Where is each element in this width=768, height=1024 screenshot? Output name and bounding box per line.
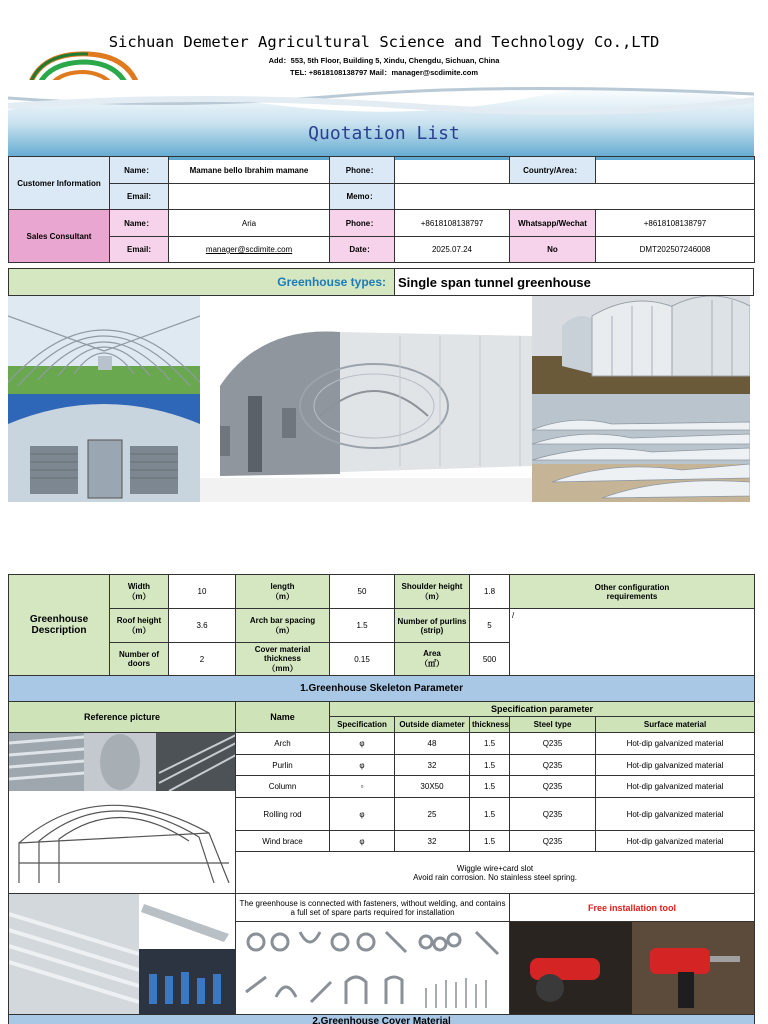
greenhouse-type-row (8, 268, 754, 296)
col-thickness: thickness (470, 717, 510, 733)
shoulder-height-label: Shoulder height （m） (395, 575, 470, 609)
col-steel-type: Steel type (510, 717, 596, 733)
quote-no-label: No (510, 237, 596, 263)
date-label: Date： (330, 237, 395, 263)
col-outside-diameter: Outside diameter (395, 717, 470, 733)
skeleton-row-steel: Q235 (510, 798, 596, 831)
col-specification: Specification (330, 717, 395, 733)
customer-phone-value (395, 157, 510, 184)
length-label: length （m） (236, 575, 330, 609)
wiggle-wire-photo (9, 894, 236, 1014)
customer-memo-label: Memo： (330, 184, 395, 210)
shoulder-height-value: 1.8 (470, 575, 510, 609)
skeleton-row-surface: Hot-dip galvanized material (596, 776, 755, 798)
wiggle-wire-line1: Wiggle wire+card slot (456, 863, 534, 873)
quote-no-value: DMT202507246008 (596, 237, 755, 263)
skeleton-row-od: 48 (395, 733, 470, 755)
customer-email-value (169, 184, 330, 210)
power-tools-photo (510, 922, 755, 1014)
arch-spacing-value: 1.5 (330, 609, 395, 643)
skeleton-parameter-table (8, 675, 755, 1024)
skeleton-row-spec: φ (330, 755, 395, 776)
skeleton-row-name: Rolling rod (236, 798, 330, 831)
tunnel-interior-photo (8, 296, 200, 394)
customer-info-label: Customer Information (9, 157, 110, 210)
date-value: 2025.07.24 (395, 237, 510, 263)
sales-name-label: Name： (110, 210, 169, 237)
customer-country-label: Country/Area： (510, 157, 596, 184)
sales-whatsapp-label: Whatsapp/Wechat (510, 210, 596, 237)
skeleton-section-title: 1.Greenhouse Skeleton Parameter (9, 676, 755, 702)
skeleton-row-od: 25 (395, 798, 470, 831)
cover-material-section-title: 2.Greenhouse Cover Material (9, 1015, 755, 1024)
greenhouse-description-table (8, 574, 755, 676)
sales-email-link[interactable]: manager@scdimite.com (169, 237, 330, 263)
letterhead (0, 0, 768, 160)
tools-photo-cell (510, 922, 755, 1015)
customer-name-value: Mamane bello Ibrahim mamane (169, 157, 330, 184)
skeleton-row-steel: Q235 (510, 733, 596, 755)
company-address: Add：553, 5th Floor, Building 5, Xindu, Chengdu, Sichuan, China (268, 56, 500, 65)
skeleton-row-spec: ▫ (330, 776, 395, 798)
skeleton-row-name: Column (236, 776, 330, 798)
fastener-note: The greenhouse is connected with fasteners, without welding, and contains a full set of spare parts required for installation (236, 894, 510, 922)
greenhouse-exterior-photo (532, 296, 750, 394)
skeleton-row-surface: Hot-dip galvanized material (596, 755, 755, 776)
header-wave-banner (8, 80, 754, 160)
customer-memo-value (395, 184, 755, 210)
skeleton-row-surface: Hot-dip galvanized material (596, 798, 755, 831)
greenhouse-type-label: Greenhouse types: (9, 269, 395, 295)
sales-email-label: Email: (110, 237, 169, 263)
cover-thickness-label: Cover material thickness （mm） (236, 643, 330, 676)
skeleton-row-spec: φ (330, 798, 395, 831)
reference-picture-header: Reference picture (9, 702, 236, 733)
customer-phone-label: Phone： (330, 157, 395, 184)
contact-info-table (8, 156, 755, 263)
sales-whatsapp-value: +8618108138797 (596, 210, 755, 237)
steel-pipe-photo (9, 733, 236, 893)
arch-spacing-label: Arch bar spacing （m） (236, 609, 330, 643)
quotation-title: Quotation List (308, 123, 460, 144)
sales-phone-label: Phone： (330, 210, 395, 237)
fasteners-photo (236, 922, 508, 1014)
skeleton-row-thickness: 1.5 (470, 776, 510, 798)
company-contact: TEL: +8618108138797 Mail：manager@scdimite.com (289, 68, 479, 77)
skeleton-row-steel: Q235 (510, 755, 596, 776)
customer-email-label: Email: (110, 184, 169, 210)
purlins-label: Number of purlins (strip) (395, 609, 470, 643)
skeleton-row-od: 30X50 (395, 776, 470, 798)
greenhouse-render-photo (200, 296, 532, 502)
free-installation-tool: Free installation tool (510, 894, 755, 922)
purlins-value: 5 (470, 609, 510, 643)
description-title: Greenhouse Description (9, 575, 110, 676)
skeleton-row-name: Purlin (236, 755, 330, 776)
name-column-header: Name (236, 702, 330, 733)
skeleton-row-spec: φ (330, 733, 395, 755)
skeleton-row-thickness: 1.5 (470, 755, 510, 776)
skeleton-row-name: Arch (236, 733, 330, 755)
skeleton-row-steel: Q235 (510, 831, 596, 852)
area-label: Area （㎡） (395, 643, 470, 676)
skeleton-row-surface: Hot-dip galvanized material (596, 831, 755, 852)
customer-country-value (596, 157, 755, 184)
tunnel-end-wall-photo (8, 394, 200, 502)
doors-value: 2 (169, 643, 236, 676)
doors-label: Number of doors (110, 643, 169, 676)
width-value: 10 (169, 575, 236, 609)
skeleton-row-surface: Hot-dip galvanized material (596, 733, 755, 755)
other-config-label: Other configuration requirements (510, 575, 755, 609)
skeleton-row-thickness: 1.5 (470, 798, 510, 831)
area-value: 500 (470, 643, 510, 676)
skeleton-row-thickness: 1.5 (470, 831, 510, 852)
customer-name-label: Name： (110, 157, 169, 184)
sales-name-value: Aria (169, 210, 330, 237)
skeleton-row-steel: Q235 (510, 776, 596, 798)
skeleton-row-name: Wind brace (236, 831, 330, 852)
cover-thickness-value: 0.15 (330, 643, 395, 676)
sales-consultant-label: Sales Consultant (9, 210, 110, 263)
skeleton-row-od: 32 (395, 755, 470, 776)
sales-phone-value: +8618108138797 (395, 210, 510, 237)
length-value: 50 (330, 575, 395, 609)
wiggle-wire-line2: Avoid rain corrosion. No stainless steel spring. (413, 872, 577, 882)
spec-parameter-header: Specification parameter (330, 702, 755, 717)
roof-height-label: Roof height （m） (110, 609, 169, 643)
col-surface-material: Surface material (596, 717, 755, 733)
skeleton-row-thickness: 1.5 (470, 733, 510, 755)
skeleton-row-spec: φ (330, 831, 395, 852)
tunnel-array-photo (532, 394, 750, 502)
skeleton-reference-photos (9, 733, 236, 894)
company-name: Sichuan Demeter Agricultural Science and Technology Co.,LTD (108, 33, 660, 51)
skeleton-row-od: 32 (395, 831, 470, 852)
fasteners-photo-cell (236, 922, 510, 1015)
wiggle-wire-note (236, 852, 755, 894)
other-config-value: / (510, 609, 755, 676)
greenhouse-type-value: Single span tunnel greenhouse (398, 274, 591, 290)
roof-height-value: 3.6 (169, 609, 236, 643)
width-label: Width （m） (110, 575, 169, 609)
wiggle-wire-photo-cell (9, 894, 236, 1015)
